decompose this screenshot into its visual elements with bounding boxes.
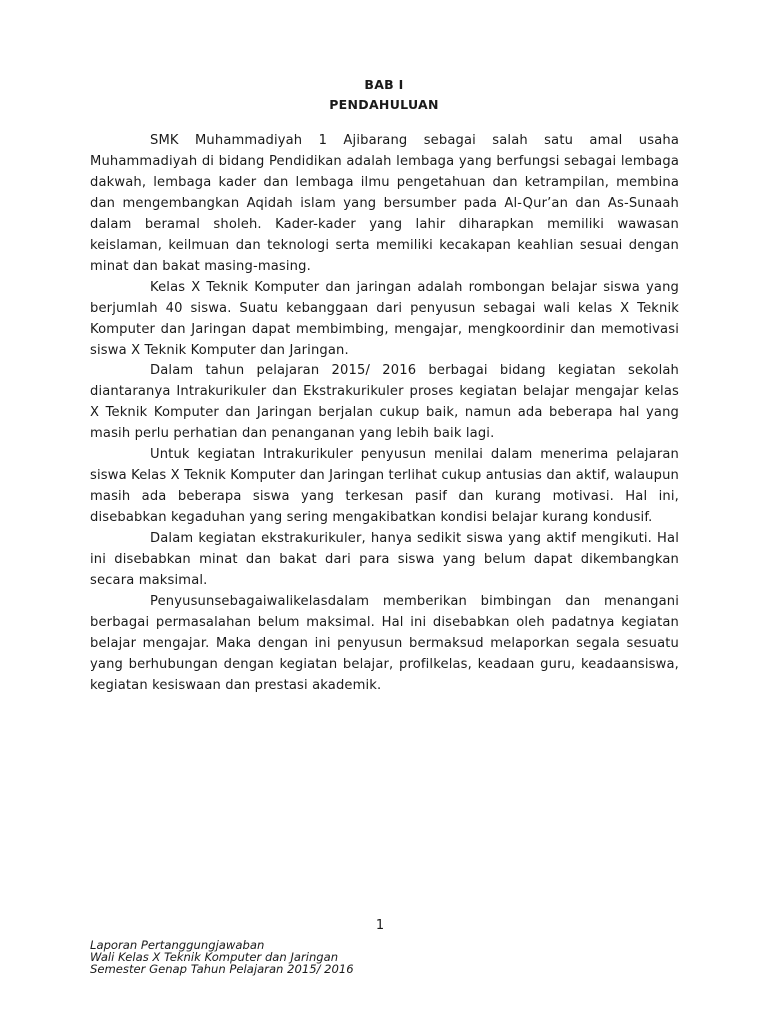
footer-line: Laporan Pertanggungjawaban [90, 938, 265, 952]
chapter-title: PENDAHULUAN [329, 97, 439, 112]
chapter-number: BAB I [364, 77, 404, 92]
paragraph: Kelas X Teknik Komputer dan jaringan adalah rombongan belajar siswa yang berjumlah 40 siswa. Suatu kebanggaan dari penyusun sebagai wali kelas X Teknik Komputer dan Jaringan dapat membimbing, mengajar, mengkoordinir dan memotivasi siswa X Teknik Komputer dan Jaringan. [90, 279, 679, 358]
page-footer [90, 939, 590, 976]
paragraph: Untuk kegiatan Intrakurikuler penyusun menilai dalam menerima pelajaran siswa Kelas X Teknik Komputer dan Jaringan terlihat cukup antusias dan aktif, walaupun masih ada beberapa siswa yang terkesan pasif dan kurang motivasi. Hal ini, disebabkan kegaduhan yang sering mengakibatkan kondisi belajar kurang kondusif. [90, 447, 679, 526]
paragraph: Dalam tahun pelajaran 2015/ 2016 berbagai bidang kegiatan sekolah diantaranya Intrakurikuler dan Ekstrakurikuler proses kegiatan belajar mengajar kelas X Teknik Komputer dan Jaringan berjalan cukup baik, namun ada beberapa hal yang masih perlu perhatian dan penanganan yang lebih baik lagi. [90, 363, 679, 442]
page-number: 1 [375, 918, 385, 933]
body-text [90, 131, 679, 697]
paragraph: Penyusunsebagaiwalikelasdalam memberikan bimbingan dan menangani berbagai permasalahan belum maksimal. Hal ini disebabkan oleh padatnya kegiatan belajar mengajar. Maka dengan ini penyusun bermaksud melaporkan segala sesuatu yang berhubungan dengan kegiatan belajar, profilkelas, keadaan guru, keadaansiswa, kegiatan kesiswaan dan prestasi akademik. [90, 593, 679, 693]
footer-line: Semester Genap Tahun Pelajaran 2015/ 2016 [90, 962, 354, 977]
paragraph: Dalam kegiatan ekstrakurikuler, hanya sedikit siswa yang aktif mengikuti. Hal ini disebabkan minat dan bakat dari para siswa yang belum dapat dikembangkan secara maksimal. [90, 531, 679, 589]
footer-line: Wali Kelas X Teknik Komputer dan Jaringan [90, 950, 339, 965]
paragraph: SMK Muhammadiyah 1 Ajibarang sebagai salah satu amal usaha Muhammadiyah di bidang Pendidikan adalah lembaga yang berfungsi sebagai lembaga dakwah, lembaga kader dan lembaga ilmu pengetahuan dan ketrampilan, membina dan mengembangkan Aqidah islam yang bersumber pada Al-Qur’an dan As-Sunaah dalam beramal sholeh. Kader-kader yang lahir diharapkan memiliki wawasan keislaman, keilmuan dan teknologi serta memiliki kecakapan keahlian sesuai dengan minat dan bakat masing-masing. [90, 133, 679, 274]
